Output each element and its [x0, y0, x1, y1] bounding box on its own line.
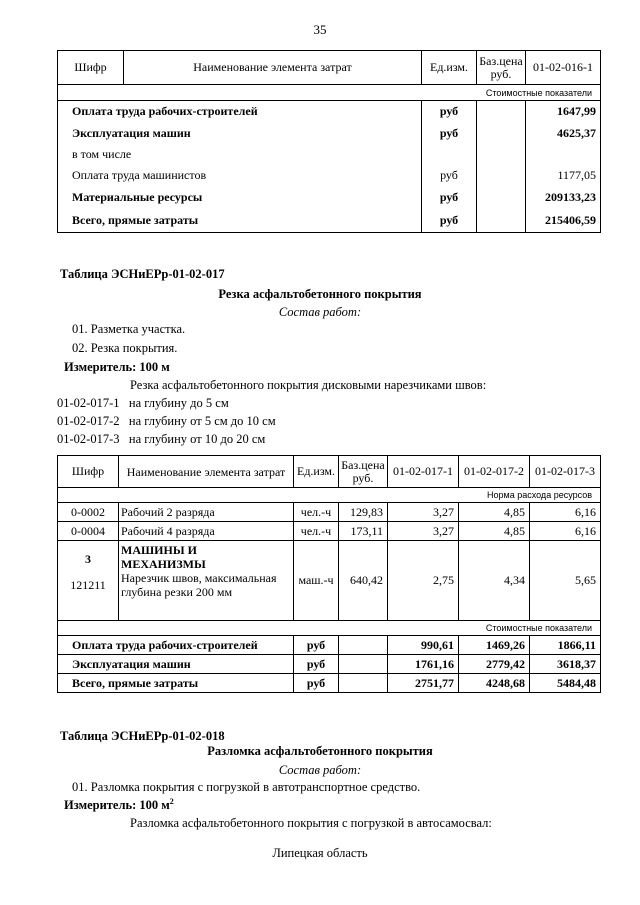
- works-label: Состав работ:: [278, 305, 362, 319]
- col-header-unit: Ед.изм.: [294, 456, 339, 488]
- table-row: 0-0004 Рабочий 4 разряда чел.-ч 173,11 3,27 4,85 6,16: [58, 522, 601, 541]
- work-item: 02. Резка покрытия.: [72, 341, 178, 355]
- machine-name: Нарезчик швов, максимальная глубина резки 200 мм: [121, 571, 277, 599]
- list-item: 01-02-017-2 на глубину от 5 см до 10 см: [57, 414, 276, 428]
- subheader-cost: Стоимостные показатели: [58, 85, 601, 101]
- description: Разломка асфальтобетонного покрытия с погрузкой в автосамосвал:: [130, 816, 492, 830]
- meter: Измеритель: 100 $м^2$: [64, 797, 174, 813]
- table-row: Всего, прямые затраты руб 2751,77 4248,68 5484,48: [58, 674, 601, 693]
- col-header-code: Шифр: [58, 51, 124, 85]
- table-row: Эксплуатация машин руб 1761,16 2779,42 3618,37: [58, 655, 601, 674]
- subheader-cost: Стоимостные показатели: [58, 621, 601, 636]
- region-footer: Липецкая область: [272, 846, 368, 860]
- table-row: 0-0002 Рабочий 2 разряда чел.-ч 129,83 3,27 4,85 6,16: [58, 503, 601, 522]
- section-subtitle-018: Разломка асфальтобетонного покрытия: [207, 744, 433, 758]
- page-number: 35: [313, 22, 327, 37]
- list-item: 01-02-017-1 на глубину до 5 см: [57, 396, 229, 410]
- table-title-017: Таблица ЭСНиЕРр-01-02-017: [60, 267, 225, 281]
- resource-table-01-02-017: [57, 455, 601, 693]
- col-header-price: Баз.цена руб.: [339, 456, 388, 488]
- table-row: Материальные ресурсы руб 209133,23: [58, 187, 601, 209]
- col-header-017-3: 01-02-017-3: [530, 456, 601, 488]
- machines-group-title: МАШИНЫ И МЕХАНИЗМЫ: [121, 543, 206, 571]
- list-item: 01-02-017-3 на глубину от 10 до 20 см: [57, 432, 266, 446]
- machines-group-code: 3: [85, 552, 91, 566]
- description: Резка асфальтобетонного покрытия дисковыми нарезчиками швов:: [130, 378, 487, 392]
- col-header-code: Шифр: [58, 456, 119, 488]
- table-row: Оплата труда рабочих-строителей руб 1647,99: [58, 101, 601, 123]
- table-title-018: Таблица ЭСНиЕРр-01-02-018: [60, 729, 225, 743]
- works-label: Состав работ:: [278, 763, 362, 777]
- machine-code: 121211: [70, 578, 106, 592]
- table-row: Оплата труда машинистов руб 1177,05: [58, 165, 601, 187]
- col-header-017-2: 01-02-017-2: [459, 456, 530, 488]
- table-row: Оплата труда рабочих-строителей руб 990,61 1469,26 1866,11: [58, 636, 601, 655]
- table-row: Эксплуатация машин руб 4625,37: [58, 123, 601, 145]
- work-item: 01. Разломка покрытия с погрузкой в автотранспортное средство.: [72, 780, 421, 794]
- section-subtitle-017: Резка асфальтобетонного покрытия: [218, 287, 422, 301]
- table-row: Всего, прямые затраты руб 215406,59: [58, 209, 601, 233]
- cost-table-01-02-016: [57, 50, 601, 233]
- work-item: 01. Разметка участка.: [72, 322, 186, 336]
- col-header-name: Наименование элемента затрат: [119, 456, 294, 488]
- col-header-name: Наименование элемента затрат: [124, 51, 422, 85]
- col-header-price: Баз.цена руб.: [477, 51, 526, 85]
- table-row: в том числе: [58, 145, 601, 165]
- col-header-017-1: 01-02-017-1: [388, 456, 459, 488]
- table-row-machines: 3 121211 МАШИНЫ И МЕХАНИЗМЫ Нарезчик швов, максимальная глубина резки 200 мм маш.-ч 640,42 2,75 4,34 5,65: [58, 541, 601, 621]
- col-header-016-1: 01-02-016-1: [526, 51, 601, 85]
- subheader-norms: Норма расхода ресурсов: [58, 488, 601, 503]
- col-header-unit: Ед.изм.: [422, 51, 477, 85]
- meter: Измеритель: 100 м: [64, 360, 170, 374]
